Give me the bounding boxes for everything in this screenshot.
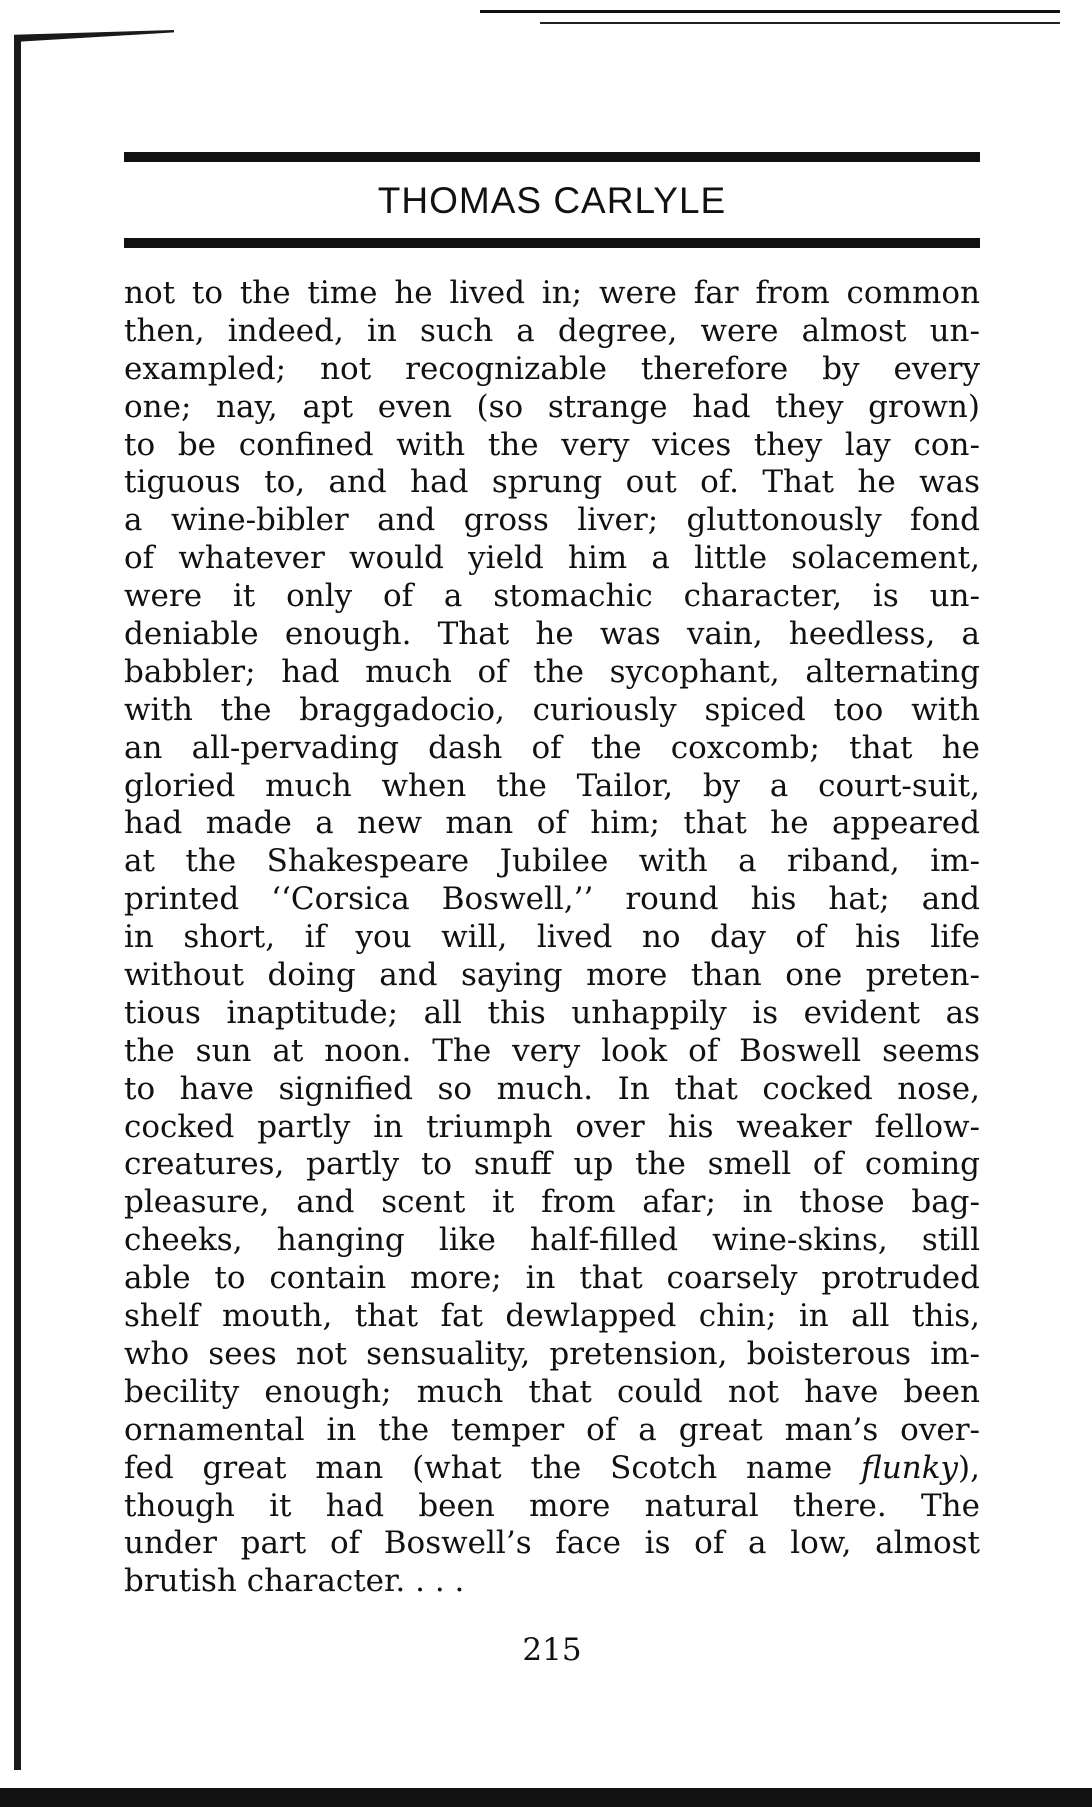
binding-edge (14, 40, 21, 1770)
scan-bottom-edge (0, 1788, 1092, 1807)
text-line: of whatever would yield him a little solacement, (124, 540, 980, 577)
text-line: at the Shakespeare Jubilee with a riband, im- (124, 843, 980, 880)
text-line: becility enough; much that could not have been (124, 1373, 980, 1410)
text-line: to have signified so much. In that cocked nose, (124, 1070, 980, 1107)
text-line: gloried much when the Tailor, by a court-suit, (124, 767, 980, 804)
running-head: THOMAS CARLYLE (377, 180, 727, 221)
text-line: in short, if you will, lived no day of his life (124, 919, 980, 956)
header-rule-bottom (124, 238, 980, 248)
text-line: without doing and saying more than one preten- (124, 957, 980, 994)
text-segment: ), (958, 1449, 980, 1486)
text-line: though it had been more natural there. The (124, 1487, 980, 1524)
binding-edge (14, 30, 174, 42)
text-line: brutish character. . . . (124, 1563, 465, 1600)
text-line: tiguous to, and had sprung out of. That he was (124, 464, 980, 501)
text-line: who sees not sensuality, pretension, boisterous im- (124, 1335, 980, 1372)
text-line: shelf mouth, that fat dewlapped chin; in all this, (124, 1298, 980, 1335)
page-number: 215 (522, 1632, 582, 1668)
body-text (124, 275, 980, 1601)
text-segment: fed great man (what the Scotch name (124, 1449, 862, 1486)
text-line: cocked partly in triumph over his weaker fellow- (124, 1108, 980, 1145)
text-line: cheeks, hanging like half-filled wine-skins, still (124, 1222, 980, 1259)
scan-edge-line (480, 10, 1060, 13)
text-line: deniable enough. That he was vain, heedless, a (124, 616, 980, 653)
text-line-with-italic (124, 1450, 980, 1488)
text-line: tious inaptitude; all this unhappily is evident as (124, 994, 980, 1031)
text-line: ornamental in the temper of a great man’s over- (124, 1411, 980, 1448)
text-line: with the braggadocio, curiously spiced too with (124, 691, 980, 728)
text-line: babbler; had much of the sycophant, alternating (124, 653, 980, 690)
text-line: not to the time he lived in; were far from common (124, 275, 980, 311)
text-line: to be confined with the very vices they lay con- (124, 426, 980, 463)
italic-word: flunky (861, 1449, 959, 1486)
text-line: able to contain more; in that coarsely protruded (124, 1260, 980, 1297)
scan-edge-line (540, 22, 1060, 24)
text-line: had made a new man of him; that he appeared (124, 805, 980, 842)
text-line: one; nay, apt even (so strange had they grown) (124, 388, 980, 425)
text-line: were it only of a stomachic character, is un- (124, 578, 980, 615)
text-line: under part of Boswell’s face is of a low, almost (124, 1525, 980, 1562)
text-line: a wine-bibler and gross liver; gluttonously fond (124, 502, 980, 539)
text-line: pleasure, and scent it from afar; in those bag- (124, 1184, 980, 1221)
text-line: exampled; not recognizable therefore by every (124, 350, 980, 387)
text-line: printed ‘‘Corsica Boswell,’’ round his hat; and (124, 881, 980, 918)
header-rule-top (124, 152, 980, 162)
text-line: the sun at noon. The very look of Boswell seems (124, 1032, 980, 1069)
text-line: an all-pervading dash of the coxcomb; that he (124, 729, 980, 766)
text-line: creatures, partly to snuff up the smell of coming (124, 1146, 980, 1183)
text-line: then, indeed, in such a degree, were almost un- (124, 312, 980, 349)
